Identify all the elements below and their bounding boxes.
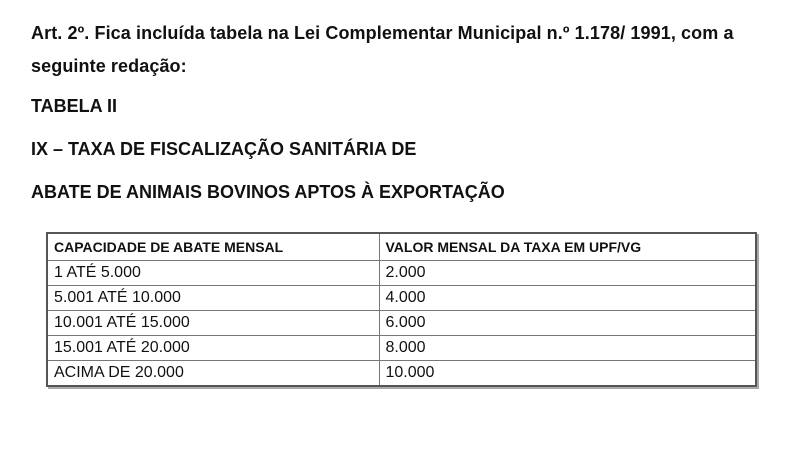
fee-cell: 8.000 — [379, 336, 756, 361]
fee-cell: 2.000 — [379, 261, 756, 286]
table-row — [47, 311, 756, 336]
capacity-cell: 5.001 ATÉ 10.000 — [47, 286, 379, 311]
section-heading-line-2: ABATE DE ANIMAIS BOVINOS APTOS À EXPORTAÇÃO — [31, 182, 505, 202]
section-heading-line-1: IX – TAXA DE FISCALIZAÇÃO SANITÁRIA DE — [31, 139, 417, 159]
table-row — [47, 336, 756, 361]
article-paragraph: Art. 2º. Fica incluída tabela na Lei Complementar Municipal n.º 1.178/ 1991, com a seguinte redação: — [31, 23, 734, 76]
table-row — [47, 286, 756, 311]
header-capacity: CAPACIDADE DE ABATE MENSAL — [47, 233, 379, 261]
fee-cell: 6.000 — [379, 311, 756, 336]
capacity-cell: 15.001 ATÉ 20.000 — [47, 336, 379, 361]
header-monthly-fee: VALOR MENSAL DA TAXA EM UPF/VG — [379, 233, 756, 261]
capacity-cell: 10.001 ATÉ 15.000 — [47, 311, 379, 336]
table-header-row — [47, 233, 756, 261]
fee-table — [46, 232, 757, 387]
fee-cell: 10.000 — [379, 361, 756, 387]
cropped-previous-line — [230, 0, 560, 3]
fee-cell: 4.000 — [379, 286, 756, 311]
table-row — [47, 361, 756, 387]
capacity-cell: ACIMA DE 20.000 — [47, 361, 379, 387]
table-row — [47, 261, 756, 286]
capacity-cell: 1 ATÉ 5.000 — [47, 261, 379, 286]
table-title: TABELA II — [31, 96, 117, 116]
